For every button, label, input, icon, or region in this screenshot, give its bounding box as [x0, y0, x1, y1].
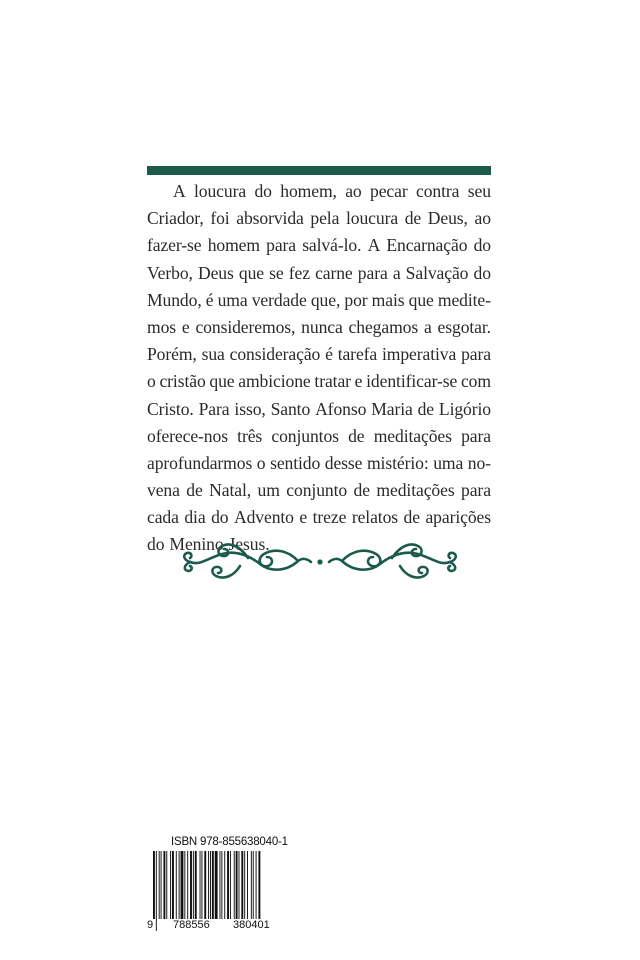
- blurb-line: oferece-nos três conjuntos de meditações para: [147, 425, 491, 446]
- barcode-left-digits: 788556: [173, 919, 210, 931]
- barcode-bar: [184, 851, 185, 919]
- barcode-bar: [200, 851, 201, 919]
- blurb-line: A loucura do homem, ao pecar contra seu: [173, 181, 491, 201]
- isbn-label: ISBN 978-855638040-1: [171, 836, 288, 848]
- blurb-line: Porém, sua consideração é tarefa imperativa para: [147, 344, 491, 365]
- barcode-bar: [172, 851, 174, 919]
- blurb-line: mos e consideremos, nunca chegamos a esgotar.: [147, 316, 491, 337]
- blurb-line: cada dia do Advento e treze relatos de aparições: [147, 507, 491, 528]
- barcode-bar: [244, 851, 245, 919]
- barcode-bar: [256, 851, 257, 919]
- barcode-bar: [187, 851, 188, 919]
- barcode-bar: [221, 851, 222, 919]
- barcode-bar: [251, 851, 252, 919]
- barcode-bar: [220, 851, 221, 919]
- barcode-bar: [201, 851, 202, 919]
- barcode-bar: [236, 851, 238, 919]
- barcode-bar: [190, 851, 192, 919]
- blurb-line: o cristão que ambicione tratar e identificar-se com: [147, 371, 491, 392]
- barcode-bar: [181, 851, 184, 919]
- top-rule: [147, 166, 491, 175]
- barcode-bar: [212, 851, 214, 919]
- barcode-bar: [195, 851, 197, 919]
- scroll-flourish-icon: [178, 538, 462, 586]
- barcode-bar: [239, 851, 240, 919]
- blurb-line: fazer-se homem para salvá-lo. A Encarnação do: [147, 235, 491, 256]
- barcode-bar: [204, 851, 206, 919]
- barcode-bar: [170, 851, 171, 919]
- barcode-bar: [163, 851, 165, 919]
- barcode-bar: [176, 851, 177, 919]
- barcode-bar: [166, 851, 167, 919]
- barcode-bar: [230, 851, 231, 919]
- barcode-right-digits: 380401: [233, 919, 270, 931]
- blurb-line: Verbo, Deus que se fez carne para a Salvação do: [147, 262, 491, 283]
- blurb-line: Criador, foi absorvida pela loucura de Deus, ao: [147, 208, 491, 229]
- blurb-line: aprofundarmos o sentido desse mistério: uma no-: [147, 452, 491, 473]
- blurb-line: Mundo, é uma verdade que, por mais que medite-: [147, 289, 491, 310]
- barcode-bar: [156, 851, 157, 931]
- barcode-bar: [247, 851, 248, 919]
- barcode-bar: [159, 851, 160, 919]
- barcode-bar: [224, 851, 225, 919]
- back-cover-blurb: [147, 178, 491, 559]
- barcode-bar: [215, 851, 218, 919]
- barcode-bar: [161, 851, 162, 919]
- barcode-bar: [193, 851, 194, 919]
- barcode-bar: [227, 851, 229, 919]
- blurb-line: do Menino Jesus.: [147, 534, 270, 555]
- isbn-barcode: [147, 834, 293, 934]
- blurb-line: Cristo. Para isso, Santo Afonso Maria de Ligório: [147, 398, 491, 419]
- barcode-bar: [241, 851, 243, 919]
- barcode-bar: [253, 851, 254, 919]
- barcode-lead-digit: 9: [147, 919, 154, 931]
- blurb-line: vena de Natal, um conjunto de meditações para: [147, 480, 491, 501]
- barcode-bar: [234, 851, 235, 919]
- barcode-bar: [179, 851, 180, 919]
